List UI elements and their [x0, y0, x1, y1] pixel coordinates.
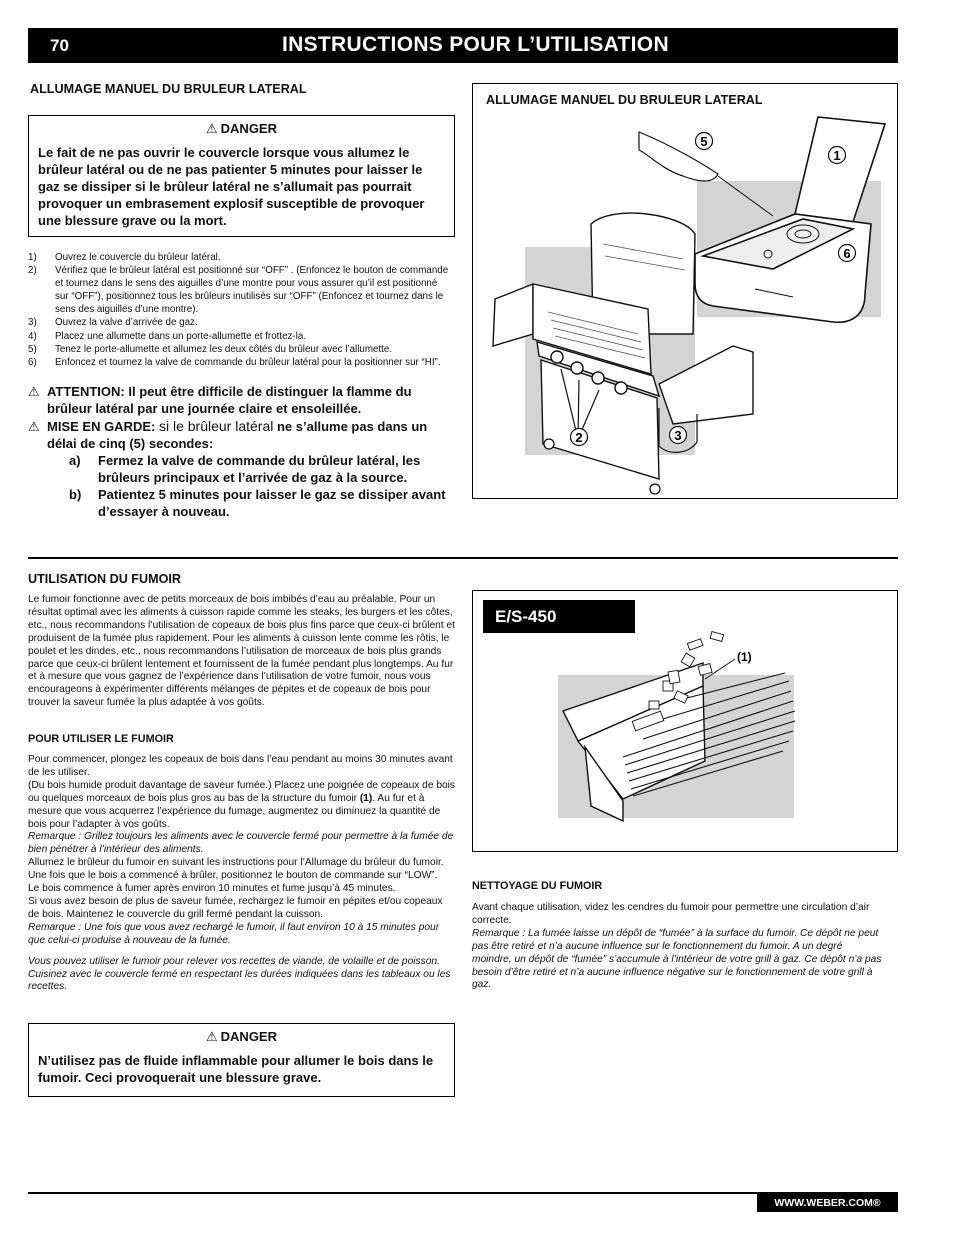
side-burner-figure	[472, 83, 898, 499]
smoker-danger-box	[28, 1023, 455, 1097]
warning-triangle-icon: ⚠	[206, 121, 218, 136]
smoker-figure	[472, 590, 898, 852]
smoker-heading: UTILISATION DU FUMOIR	[28, 572, 181, 586]
footer-url: WWW.WEBER.COM®	[757, 1194, 898, 1212]
warning-triangle-icon: ⚠	[28, 419, 40, 434]
use-smoker-text: Pour commencer, plongez les copeaux de bois dans l’eau pendant au moins 30 minutes avant de les utiliser. (Du bois humide produit davantage de saveur fumée.) Placez une poignée de copeaux de bois ou quelques morceaux de bois plus gros au bas de la structure du fumoir (1). Au fur et à mesure que vous acquerrez l’expérience du fumage, augmentez ou diminuez la quantité de bois pour l’adapter à vos goûts. Remarque : Grillez toujours les aliments avec le couvercle fermé pour permettre à la fumée de bien pénétrer à l’intérieur des aliments. Allumez le brûleur du fumoir en suivant les instructions pour l’Allumage du brûleur du fumoir. Une fois que le bois a commencé à brûler, positionnez le bouton de commande sur “LOW”. Le bois commence à fumer après environ 10 minutes et fume jusqu’à 45 minutes. Si vous avez besoin de plus de saveur fumée, rechargez le fumoir en pépites et/ou copeaux de bois. Maintenez le couvercle du grill fermé pendant la cuisson. Remarque : Une fois que vous avez rechargé le fumoir, il faut environ 10 à 15 minutes pour que celui-ci produise à nouveau de la fumée. Vous pouvez utiliser le fumoir pour relever vos recettes de viande, de volaille et de poisson. Cuisinez avec le couvercle fermé en respectant les durées indiquées dans les tableaux ou les recettes.	[28, 754, 456, 993]
callout-6: 6	[843, 246, 851, 261]
callout-2: 2	[575, 430, 583, 445]
sub-step-b: b) Patientez 5 minutes pour laisser le gaz se dissiper avant d’essayer à nouveau.	[69, 487, 446, 519]
list-item: 6) Enfoncez et tournez la valve de commande du brûleur latéral pour la positionner sur “HI”.	[28, 356, 441, 368]
danger-title: ⚠ DANGER	[206, 121, 277, 136]
callout-1: 1	[833, 148, 841, 163]
danger-body: N’utilisez pas de fluide inflammable pour allumer le bois dans le fumoir. Ceci provoquerait une blessure grave.	[38, 1053, 434, 1085]
callout-5: 5	[700, 134, 708, 149]
smoker-intro: Le fumoir fonctionne avec de petits morceaux de bois imbibés d’eau au préalable. Pour un résultat optimal avec les aliments à cuisson rapide comme les steaks, les burgers et les côtes, etc., nous recommandons l’utilisation de copeaux de bois plus fins parce que ceux-ci brûlent et produisent de la fumée plus rapidement. Pour les aliments à cuisson lente comme les rôtis, le poulet et les dindes, etc., nous recommandons l’utilisation de morceaux de bois plus grands parce que ceux-ci brûlent lentement et fournissent de la fumée pendant plus longtemps. Au fur et à mesure que vous gagnez de l’expérience dans l’utilisation de votre fumoir, nous vous encourageons à expérimenter différents mélanges de pépites et de copeaux de bois pour trouver la saveur fumée la plus adaptée à vos goûts.	[28, 594, 455, 709]
list-item: 1) Ouvrez le couvercle du brûleur latéral.	[28, 252, 221, 263]
grill-illustration	[473, 84, 897, 498]
list-item: 5) Tenez le porte-allumette et allumez les deux côtés du brûleur avec l’allumette.	[28, 343, 393, 355]
page-number: 70	[50, 36, 69, 55]
warning-triangle-icon: ⚠	[206, 1029, 218, 1044]
figure-title: ALLUMAGE MANUEL DU BRULEUR LATERAL	[486, 93, 763, 107]
danger-body: Le fait de ne pas ouvrir le couvercle lorsque vous allumez le brûleur latéral ou de ne pas patienter 5 minutes pour laisser le gaz se dissiper si le brûleur latéral ne s’allumait pas pourrait provoquer un embrasement explosif susceptible de provoquer une blessure grave ou la mort.	[38, 145, 425, 228]
section-divider	[28, 557, 898, 559]
use-smoker-heading: POUR UTILISER LE FUMOIR	[28, 733, 174, 745]
attention-note: ⚠ ATTENTION: Il peut être difficile de distinguer la flamme du brûleur latéral par une journée claire et ensoleillée.	[28, 384, 412, 416]
smoker-illustration	[473, 591, 897, 851]
warning-note: ⚠ MISE EN GARDE: si le brûleur latéral ne s’allume pas dans un délai de cinq (5) secondes:	[28, 418, 428, 451]
page-title: INSTRUCTIONS POUR L’UTILISATION	[282, 33, 669, 56]
side-burner-heading: ALLUMAGE MANUEL DU BRULEUR LATERAL	[30, 82, 307, 96]
sub-step-a: a) Fermez la valve de commande du brûleur latéral, les brûleurs principaux et l’arrivée de gaz à la source.	[69, 453, 421, 485]
callout-3: 3	[674, 428, 682, 443]
side-burner-danger-box	[28, 115, 455, 237]
cleaning-text: Avant chaque utilisation, videz les cendres du fumoir pour permettre une circulation d’air correcte. Remarque : La fumée laisse un dépôt de “fumée” à la surface du fumoir. Ce dépôt ne peut pas être retiré et n’a aucune influence sur le fonctionnement du fumoir. A un degré moindre, un dépôt de “fumée” s’accumule à l’intérieur de votre grill à gaz. Ce dépôt n’a pas besoin d’être retiré et n’a aucune influence négative sur le fonctionnement de votre grill à gaz.	[472, 902, 882, 991]
model-label: E/S-450	[483, 600, 635, 633]
side-burner-steps	[28, 251, 453, 369]
list-item: 3) Ouvrez la valve d’arrivée de gaz.	[28, 317, 198, 329]
cleaning-heading: NETTOYAGE DU FUMOIR	[472, 880, 603, 892]
list-item: 4) Placez une allumette dans un porte-allumette et frottez-la.	[28, 330, 307, 342]
danger-title: ⚠ DANGER	[206, 1029, 277, 1044]
header-bar	[28, 28, 898, 63]
warning-triangle-icon: ⚠	[28, 384, 40, 399]
list-item: 2) Vérifiez que le brûleur latéral est positionné sur “OFF” . (Enfoncez le bouton de commande et tournez dans le sens des aiguilles d’une montre pour vous assurer qu’il est positionné sur “OFF”), positionnez tous les brûleurs inutilisés sur “OFF” (Enfoncez et tournez dans le sens des aiguilles d’une montre).	[28, 265, 449, 316]
callout-1: (1)	[737, 650, 752, 664]
